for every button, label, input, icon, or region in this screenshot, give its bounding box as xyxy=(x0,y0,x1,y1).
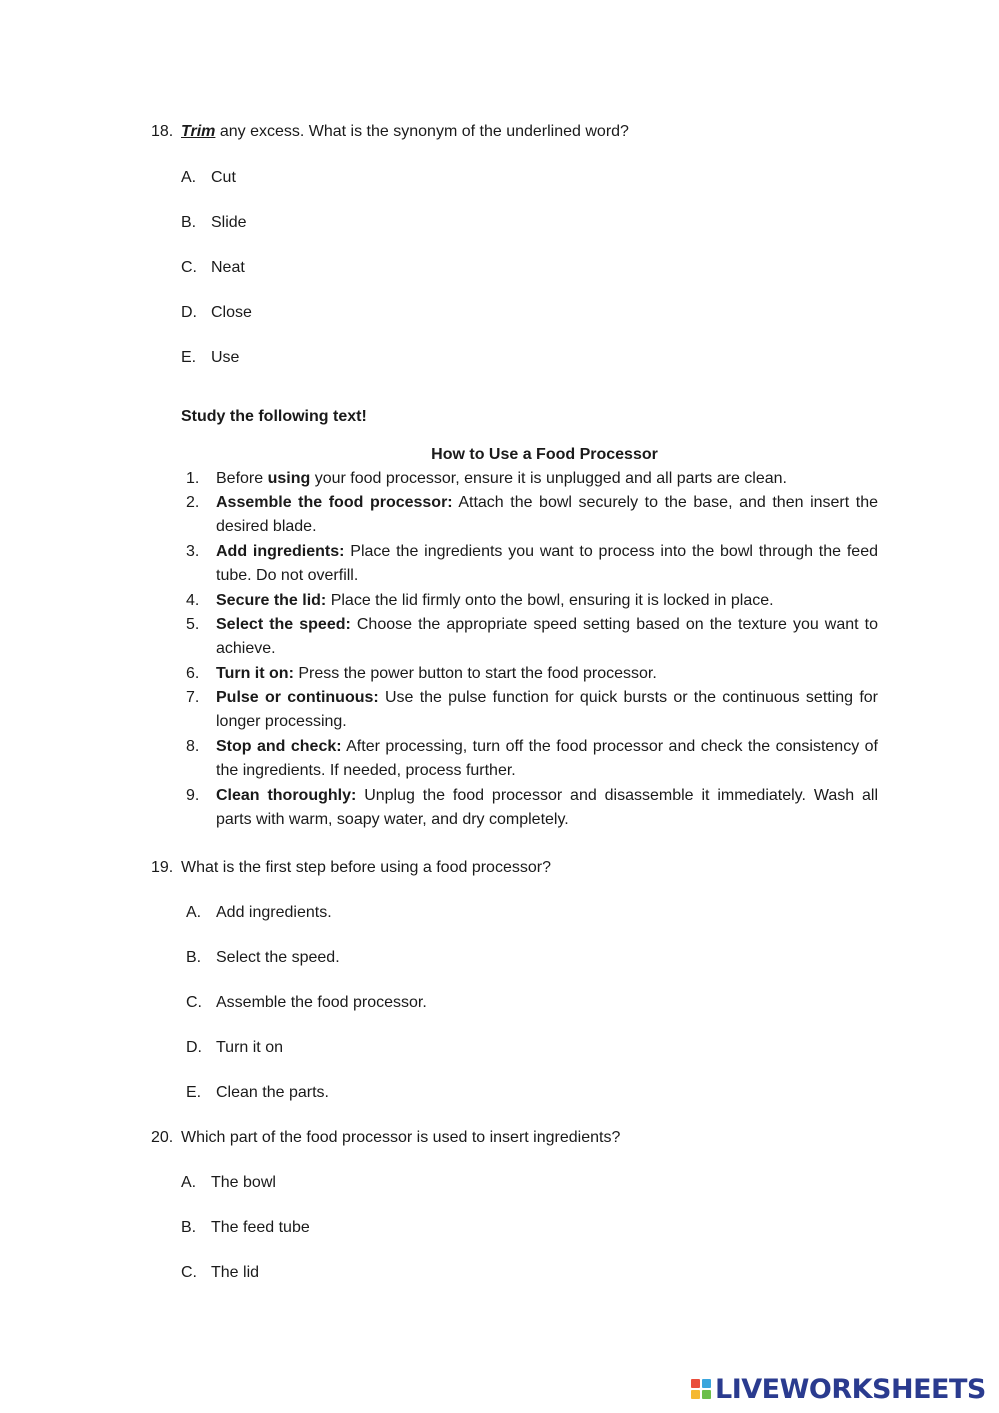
q20-option-a-letter: A. xyxy=(181,1174,197,1191)
step-4 xyxy=(186,589,878,613)
step-6-number: 6. xyxy=(186,665,200,682)
step-5-bold: Select the speed: xyxy=(216,616,351,633)
q18-option-c[interactable]: Neat xyxy=(211,259,245,276)
step-2 xyxy=(186,491,878,539)
step-9 xyxy=(186,784,878,832)
q19-option-d-letter: D. xyxy=(186,1039,202,1056)
step-7-bold: Pulse or continuous: xyxy=(216,689,379,706)
step-4-rest: Place the lid firmly onto the bowl, ensuring it is locked in place. xyxy=(326,592,774,609)
logo-square-red xyxy=(691,1379,700,1388)
q20-option-c-letter: C. xyxy=(181,1264,197,1281)
q18-option-d[interactable]: Close xyxy=(211,304,252,321)
q19-option-e-letter: E. xyxy=(186,1084,202,1101)
step-9-bold: Clean thoroughly: xyxy=(216,787,357,804)
step-7-number: 7. xyxy=(186,689,200,706)
step-2-bold: Assemble the food processor: xyxy=(216,494,453,511)
q20-option-c[interactable]: The lid xyxy=(211,1264,260,1281)
step-2-rest: Attach the bowl securely to the base, and then insert the desired blade. xyxy=(216,494,878,535)
step-5 xyxy=(186,613,878,661)
q18-option-a[interactable]: Cut xyxy=(211,169,236,186)
step-7-rest: Use the pulse function for quick bursts or the continuous setting for longer processing. xyxy=(216,689,878,730)
q18-option-b-letter: B. xyxy=(181,214,197,231)
q20-option-a[interactable]: The bowl xyxy=(211,1174,276,1191)
step-1-rest: your food processor, ensure it is unplugged and all parts are clean. xyxy=(310,470,787,487)
question-20-text: Which part of the food processor is used to insert ingredients? xyxy=(181,1129,621,1146)
question-20-number: 20. xyxy=(151,1129,174,1146)
step-9-rest: Unplug the food processor and disassemble it immediately. Wash all parts with warm, soapy water, and dry completely. xyxy=(216,787,879,828)
step-5-rest: Choose the appropriate speed setting based on the texture you want to achieve. xyxy=(216,616,878,657)
step-3-bold: Add ingredients: xyxy=(216,543,345,560)
step-1-number: 1. xyxy=(186,470,200,487)
q19-option-b[interactable]: Select the speed. xyxy=(216,949,340,966)
step-8-number: 8. xyxy=(186,738,200,755)
question-19-number: 19. xyxy=(151,859,174,876)
logo-square-yellow xyxy=(691,1390,700,1399)
instruction-heading: Study the following text! xyxy=(181,408,367,425)
underlined-word: Trim xyxy=(181,123,216,140)
q19-option-d[interactable]: Turn it on xyxy=(216,1039,283,1056)
step-8 xyxy=(186,735,878,783)
liveworksheets-logo xyxy=(691,1374,986,1404)
step-3 xyxy=(186,540,878,588)
step-1-pre: Before xyxy=(216,470,268,487)
question-19-text: What is the first step before using a food processor? xyxy=(181,859,551,876)
q18-option-d-letter: D. xyxy=(181,304,197,321)
q18-option-c-letter: C. xyxy=(181,259,197,276)
logo-square-green xyxy=(702,1390,711,1399)
step-1-bold: using xyxy=(267,470,311,487)
question-18-rest: any excess. What is the synonym of the underlined word? xyxy=(215,123,629,140)
step-3-rest: Place the ingredients you want to process into the bowl through the feed tube. Do not overfill. xyxy=(216,543,878,584)
step-6-bold: Turn it on: xyxy=(216,665,294,682)
q18-option-b[interactable]: Slide xyxy=(211,214,247,231)
text-title: How to Use a Food Processor xyxy=(431,446,658,463)
logo-mark-icon xyxy=(691,1379,711,1399)
q19-option-b-letter: B. xyxy=(186,949,202,966)
question-18-number: 18. xyxy=(151,123,174,140)
logo-square-blue xyxy=(702,1379,711,1388)
q19-option-e[interactable]: Clean the parts. xyxy=(216,1084,329,1101)
q20-option-b[interactable]: The feed tube xyxy=(211,1219,310,1236)
step-8-rest: After processing, turn off the food processor and check the consistency of the ingredients. If needed, process further. xyxy=(216,738,878,779)
step-4-bold: Secure the lid: xyxy=(216,592,327,609)
q19-option-c-letter: C. xyxy=(186,994,202,1011)
step-1 xyxy=(186,467,878,491)
q18-option-a-letter: A. xyxy=(181,169,197,186)
q18-option-e-letter: E. xyxy=(181,349,197,366)
q19-option-a-letter: A. xyxy=(186,904,202,921)
step-8-bold: Stop and check: xyxy=(216,738,342,755)
step-9-number: 9. xyxy=(186,787,200,804)
step-6 xyxy=(186,662,878,686)
step-2-number: 2. xyxy=(186,494,200,511)
q20-option-b-letter: B. xyxy=(181,1219,197,1236)
logo-text: LIVEWORKSHEETS xyxy=(715,1373,986,1405)
step-4-number: 4. xyxy=(186,592,200,609)
q19-option-c[interactable]: Assemble the food processor. xyxy=(216,994,427,1011)
step-7 xyxy=(186,686,878,734)
q19-option-a[interactable]: Add ingredients. xyxy=(216,904,332,921)
q18-option-e[interactable]: Use xyxy=(211,349,240,366)
question-18-text xyxy=(181,122,629,142)
step-3-number: 3. xyxy=(186,543,200,560)
step-5-number: 5. xyxy=(186,616,200,633)
step-6-rest: Press the power button to start the food processor. xyxy=(293,665,657,682)
